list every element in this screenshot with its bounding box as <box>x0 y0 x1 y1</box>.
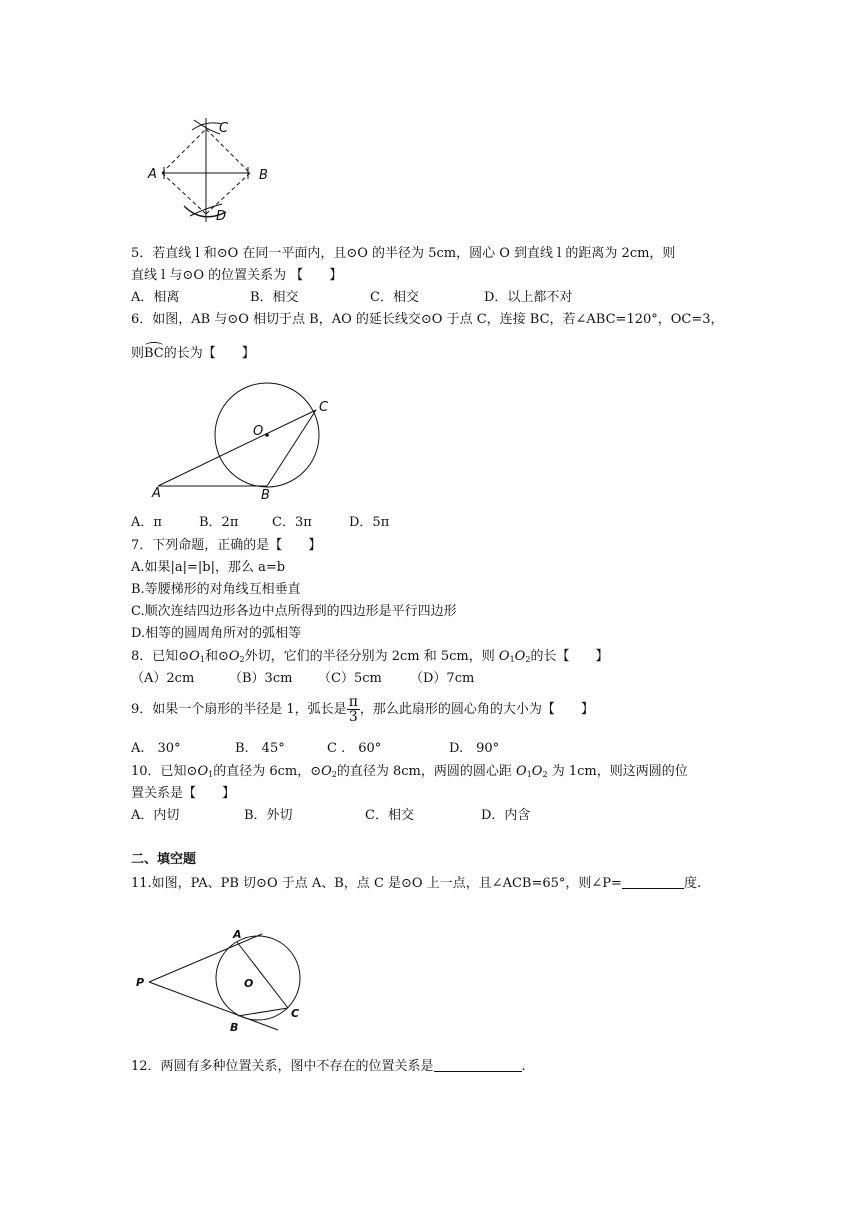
q10-pre: 10．已知⊙ <box>131 764 198 779</box>
q12-answer-blank[interactable] <box>434 1057 522 1072</box>
q10-seg2: O <box>531 764 543 779</box>
q7-option-c: C.顺次连结四边形各边中点所得到的四边形是平行四边形 <box>131 604 457 619</box>
q8-option-c: （C）5cm <box>318 671 382 686</box>
q10-option-c: C．相交 <box>365 808 414 823</box>
section-title-fill-in: 二、填空题 <box>131 852 197 867</box>
q7-option-a: A.如果|a|=|b|，那么 a=b <box>131 560 286 575</box>
q9-post: ，那么此扇形的圆心角的大小为【 】 <box>359 702 594 717</box>
label-a: A <box>152 486 161 501</box>
q8-mid1: 和⊙ <box>204 649 229 664</box>
label-d: D <box>216 209 227 224</box>
q8-o2: O <box>228 649 240 664</box>
q10-option-a: A．内切 <box>131 808 180 823</box>
q9-option-c: C . 60° <box>327 741 382 756</box>
q9-option-b: B. 45° <box>235 741 285 756</box>
q10-o1-sub: 1 <box>208 770 214 779</box>
q12-stem <box>131 1057 526 1076</box>
q10-line2: 置关系是【 】 <box>131 786 236 801</box>
q8-stem <box>131 648 608 669</box>
label-o: O <box>253 424 264 439</box>
q8-mid2: 外切，它们的半径分别为 2cm 和 5cm，则 <box>244 649 499 664</box>
q8-post: 的长【 】 <box>530 649 609 664</box>
q5-option-a: A．相离 <box>131 290 180 305</box>
label-a: A <box>148 167 157 182</box>
label-c: C <box>291 1007 300 1020</box>
tangent-pa <box>149 934 262 982</box>
q11-answer-blank[interactable] <box>622 874 684 889</box>
label-a: A <box>233 928 242 941</box>
label-c: C <box>219 121 229 136</box>
q10-option-b: B．外切 <box>244 808 293 823</box>
q10-mid1: 的直径为 6cm，⊙ <box>213 764 322 779</box>
q6-line2 <box>131 345 255 363</box>
label-c: C <box>319 400 329 415</box>
side-bd <box>206 173 250 214</box>
arc-bc-label: BC <box>144 346 164 361</box>
q10-seg: O <box>516 764 527 779</box>
side-da <box>162 173 206 214</box>
q11-post: 度. <box>683 876 702 891</box>
q9-pre: 9．如果一个扇形的半径是 1，弧长是 <box>131 702 347 717</box>
q8-o2-sub: 2 <box>239 655 245 664</box>
q10-o1: O <box>197 764 209 779</box>
chord-bc <box>238 1008 288 1016</box>
q9-option-a: A. 30° <box>131 741 181 756</box>
q12-pre: 12．两圆有多种位置关系，图中不存在的位置关系是 <box>131 1059 434 1074</box>
q8-pre: 8．已知⊙ <box>131 649 190 664</box>
q8-o1-sub: 1 <box>199 655 205 664</box>
tangent-pb <box>149 982 278 1030</box>
q6-line2-post: 的长为【 】 <box>163 346 255 361</box>
q10-line1 <box>131 763 688 784</box>
q10-option-d: D．内含 <box>481 808 531 823</box>
q8-option-a: （A）2cm <box>131 671 195 686</box>
label-b: B <box>261 488 270 503</box>
tangent-circle-figure <box>148 378 338 503</box>
q6-line1: 6．如图，AB 与⊙O 相切于点 B，AO 的延长线交⊙O 于点 C，连接 BC，若∠ABC=120°，OC=3， <box>131 312 724 327</box>
q7-option-b: B.等腰梯形的对角线互相垂直 <box>131 582 301 597</box>
label-o: O <box>244 977 254 990</box>
q5-option-c: C．相交 <box>370 290 419 305</box>
q8-seg-sub1: 1 <box>509 655 515 664</box>
q6-option-b: B．2π <box>199 515 239 530</box>
q9-frac-den: 3 <box>348 709 358 725</box>
q11-pre: 11.如图，PA、PB 切⊙O 于点 A、B，点 C 是⊙O 上一点，且∠ACB=65°，则∠P= <box>131 876 622 891</box>
q12-post: . <box>521 1059 526 1074</box>
label-b: B <box>259 168 268 183</box>
tangents-figure <box>130 920 305 1035</box>
q10-seg-sub1: 1 <box>526 770 532 779</box>
q6-option-a: A．π <box>131 515 162 530</box>
construction-arc-top <box>192 123 222 130</box>
q11-stem <box>131 874 701 893</box>
q6-line2-pre: 则 <box>131 346 145 361</box>
q9-option-d: D. 90° <box>449 741 500 756</box>
q7-option-d: D.相等的圆周角所对的弧相等 <box>131 626 302 641</box>
q8-option-d: （D）7cm <box>410 671 475 686</box>
label-p: P <box>136 976 145 989</box>
q5-line2: 直线 l 与⊙O 的位置关系为 【 】 <box>131 268 343 283</box>
chord-ac <box>237 942 288 1008</box>
q8-option-b: （B）3cm <box>229 671 293 686</box>
q5-option-b: B．相交 <box>250 290 299 305</box>
q9-frac-num: π <box>348 694 358 710</box>
q6-option-c: C．3π <box>272 515 312 530</box>
q10-o2-sub: 2 <box>331 770 337 779</box>
q6-option-d: D．5π <box>349 515 390 530</box>
q8-seg2: O <box>514 649 526 664</box>
segment-ac <box>158 410 316 486</box>
q5-option-d: D．以上都不对 <box>484 290 573 305</box>
rhombus-construction-figure <box>140 112 280 227</box>
q8-o1: O <box>189 649 200 664</box>
q10-mid2: 的直径为 8cm，两圆的圆心距 <box>336 764 517 779</box>
q7-stem: 7．下列命题，正确的是【 】 <box>131 538 322 553</box>
q9-fraction <box>347 695 360 724</box>
center-point-o <box>265 433 269 437</box>
q5-line1: 5．若直线 l 和⊙O 在同一平面内，且⊙O 的半径为 5cm，圆心 O 到直线 l 的距离为 2cm，则 <box>131 246 676 261</box>
q8-seg-sub2: 2 <box>525 655 531 664</box>
label-b: B <box>230 1021 239 1034</box>
q10-post: 为 1cm，则这两圆的位 <box>547 764 688 779</box>
q8-seg: O <box>498 649 510 664</box>
side-ac <box>162 129 206 173</box>
q10-seg-sub2: 2 <box>542 770 548 779</box>
q10-o2: O <box>321 764 332 779</box>
q9-stem <box>131 693 594 727</box>
